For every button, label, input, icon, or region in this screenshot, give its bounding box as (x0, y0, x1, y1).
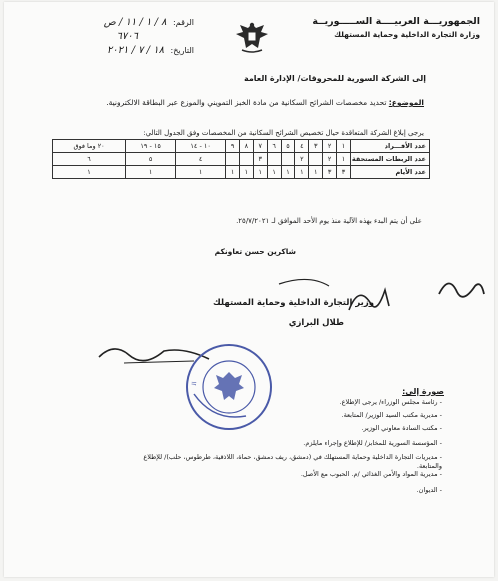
cc-item: - رئاسة مجلس الوزراء/ يرجى الإطلاع. (142, 398, 442, 407)
row-header: عدد الأيام (350, 166, 429, 179)
document-page (4, 2, 494, 577)
reference-block (44, 16, 194, 58)
intro-text: يرجى إبلاغ الشركة المتعاقدة حيال تخصيص الشرائح السكانية من المخصصات وفق الجدول التالي: (143, 129, 424, 137)
document-date: ١٨ / ٧ / ٢٠٢١ (106, 45, 164, 56)
table-cell: ١٥ - ١٩ (126, 140, 176, 153)
cc-item: - مديرية مكتب السيد الوزير/ المتابعة. (142, 411, 442, 420)
table-cell: ٢٠ وما فوق (53, 140, 126, 153)
country-name: الجمهوريـــة العربيــــة الســـــوريــة (312, 16, 480, 27)
table-cell: ١ (295, 166, 309, 179)
table-row (53, 166, 430, 179)
table-row (53, 140, 430, 153)
table-cell: ١ (126, 166, 176, 179)
reference-number: ٨ / ١ / ١١ / ص (103, 17, 167, 28)
table-cell: ١ (337, 153, 351, 166)
cc-item: - الديوان. (142, 486, 442, 495)
table-cell: ٥ (281, 140, 295, 153)
reference-number-row-2 (44, 30, 194, 44)
table-cell: ٥ (126, 153, 176, 166)
table-cell (240, 153, 254, 166)
table-cell: ١ (309, 166, 323, 179)
table-cell: ٦ (267, 140, 281, 153)
table-cell: ١ (53, 166, 126, 179)
table-cell: ١ (226, 166, 240, 179)
table-cell: ٣ (309, 140, 323, 153)
table-cell: ٦ (53, 153, 126, 166)
national-emblem-icon (232, 20, 272, 54)
margin-signature-icon (279, 264, 489, 324)
table-cell: ٨ (240, 140, 254, 153)
table-cell: ٤ (295, 140, 309, 153)
table-cell: ٣ (253, 153, 267, 166)
table-cell: ١ (281, 166, 295, 179)
table-cell: ١ (337, 140, 351, 153)
cc-item: - المؤسسة السورية للمخابز/ للإطلاع وإجراء مايلزم. (142, 439, 442, 448)
table-cell: ٢ (323, 153, 337, 166)
signatory-name: طلال البرازي (288, 318, 344, 328)
cc-item: - مديرية المواد والأمن الغذائي /م. الحبوب مع الأصل. (142, 470, 442, 479)
cc-item: - مديريات التجارة الداخلية وحماية المستهلك في (دمشق، ريف دمشق، حماة، اللاذقية، طرطوس، حلب)/ للإطلاع والمتابعة. (142, 453, 442, 471)
table-cell: ٧ (253, 140, 267, 153)
row-header: عدد الربطات المستحقة (350, 153, 429, 166)
table-cell: ٢ (323, 140, 337, 153)
cc-item: - مكتب السادة معاوني الوزير. (142, 424, 442, 433)
closing-thanks: شاكرين حسن تعاونكم (214, 247, 296, 256)
table-cell (309, 153, 323, 166)
date-row: التاريخ: ١٨ / ٧ / ٢٠٢١ (106, 45, 194, 56)
table-cell (281, 153, 295, 166)
allocation-table (52, 139, 430, 179)
row-header: عدد الأفـــراد (350, 140, 429, 153)
table-cell: ٣ (323, 166, 337, 179)
table-cell: ١ (267, 166, 281, 179)
table-cell: ٣ (337, 166, 351, 179)
cc-title: صورة إلى: (402, 387, 444, 396)
table-cell: ٩ (226, 140, 240, 153)
subject-label: الموضوع: (388, 98, 424, 107)
table-cell (267, 153, 281, 166)
svg-text:الجمهورية العربية السورية: الجمهورية العربية السورية (181, 337, 199, 386)
signatory-title: وزير التجارة الداخلية وحماية المستهلك (212, 298, 374, 308)
table-cell: ١ (253, 166, 267, 179)
table-row (53, 153, 430, 166)
letterhead (280, 16, 480, 39)
subject-text: تحديد مخصصات الشرائح السكانية من مادة الخبز التمويني والموزع عبر البطاقة الالكترونية. (106, 98, 387, 107)
table-cell: ٤ (176, 153, 226, 166)
ministry-name: وزارة التجارة الداخلية وحماية المستهلك (334, 30, 480, 39)
addressee: إلى الشركة السورية للمحروقات/ الإدارة العامة (244, 74, 426, 83)
subject-line (106, 98, 424, 107)
table-cell: ٢ (295, 153, 309, 166)
reference-number-2: ٦٧٠٦ (116, 31, 138, 42)
table-cell: ١ (240, 166, 254, 179)
start-date-note: على أن يتم البدء بهذه الآلية منذ يوم الأحد الموافق لـ ٢٥/٧/٢٠٢١. (236, 217, 422, 225)
table-cell: ١٠ - ١٤ (176, 140, 226, 153)
reference-number-row: الرقم: ٨ / ١ / ١١ / ص (103, 17, 194, 28)
table-cell (226, 153, 240, 166)
table-cell: ١ (176, 166, 226, 179)
